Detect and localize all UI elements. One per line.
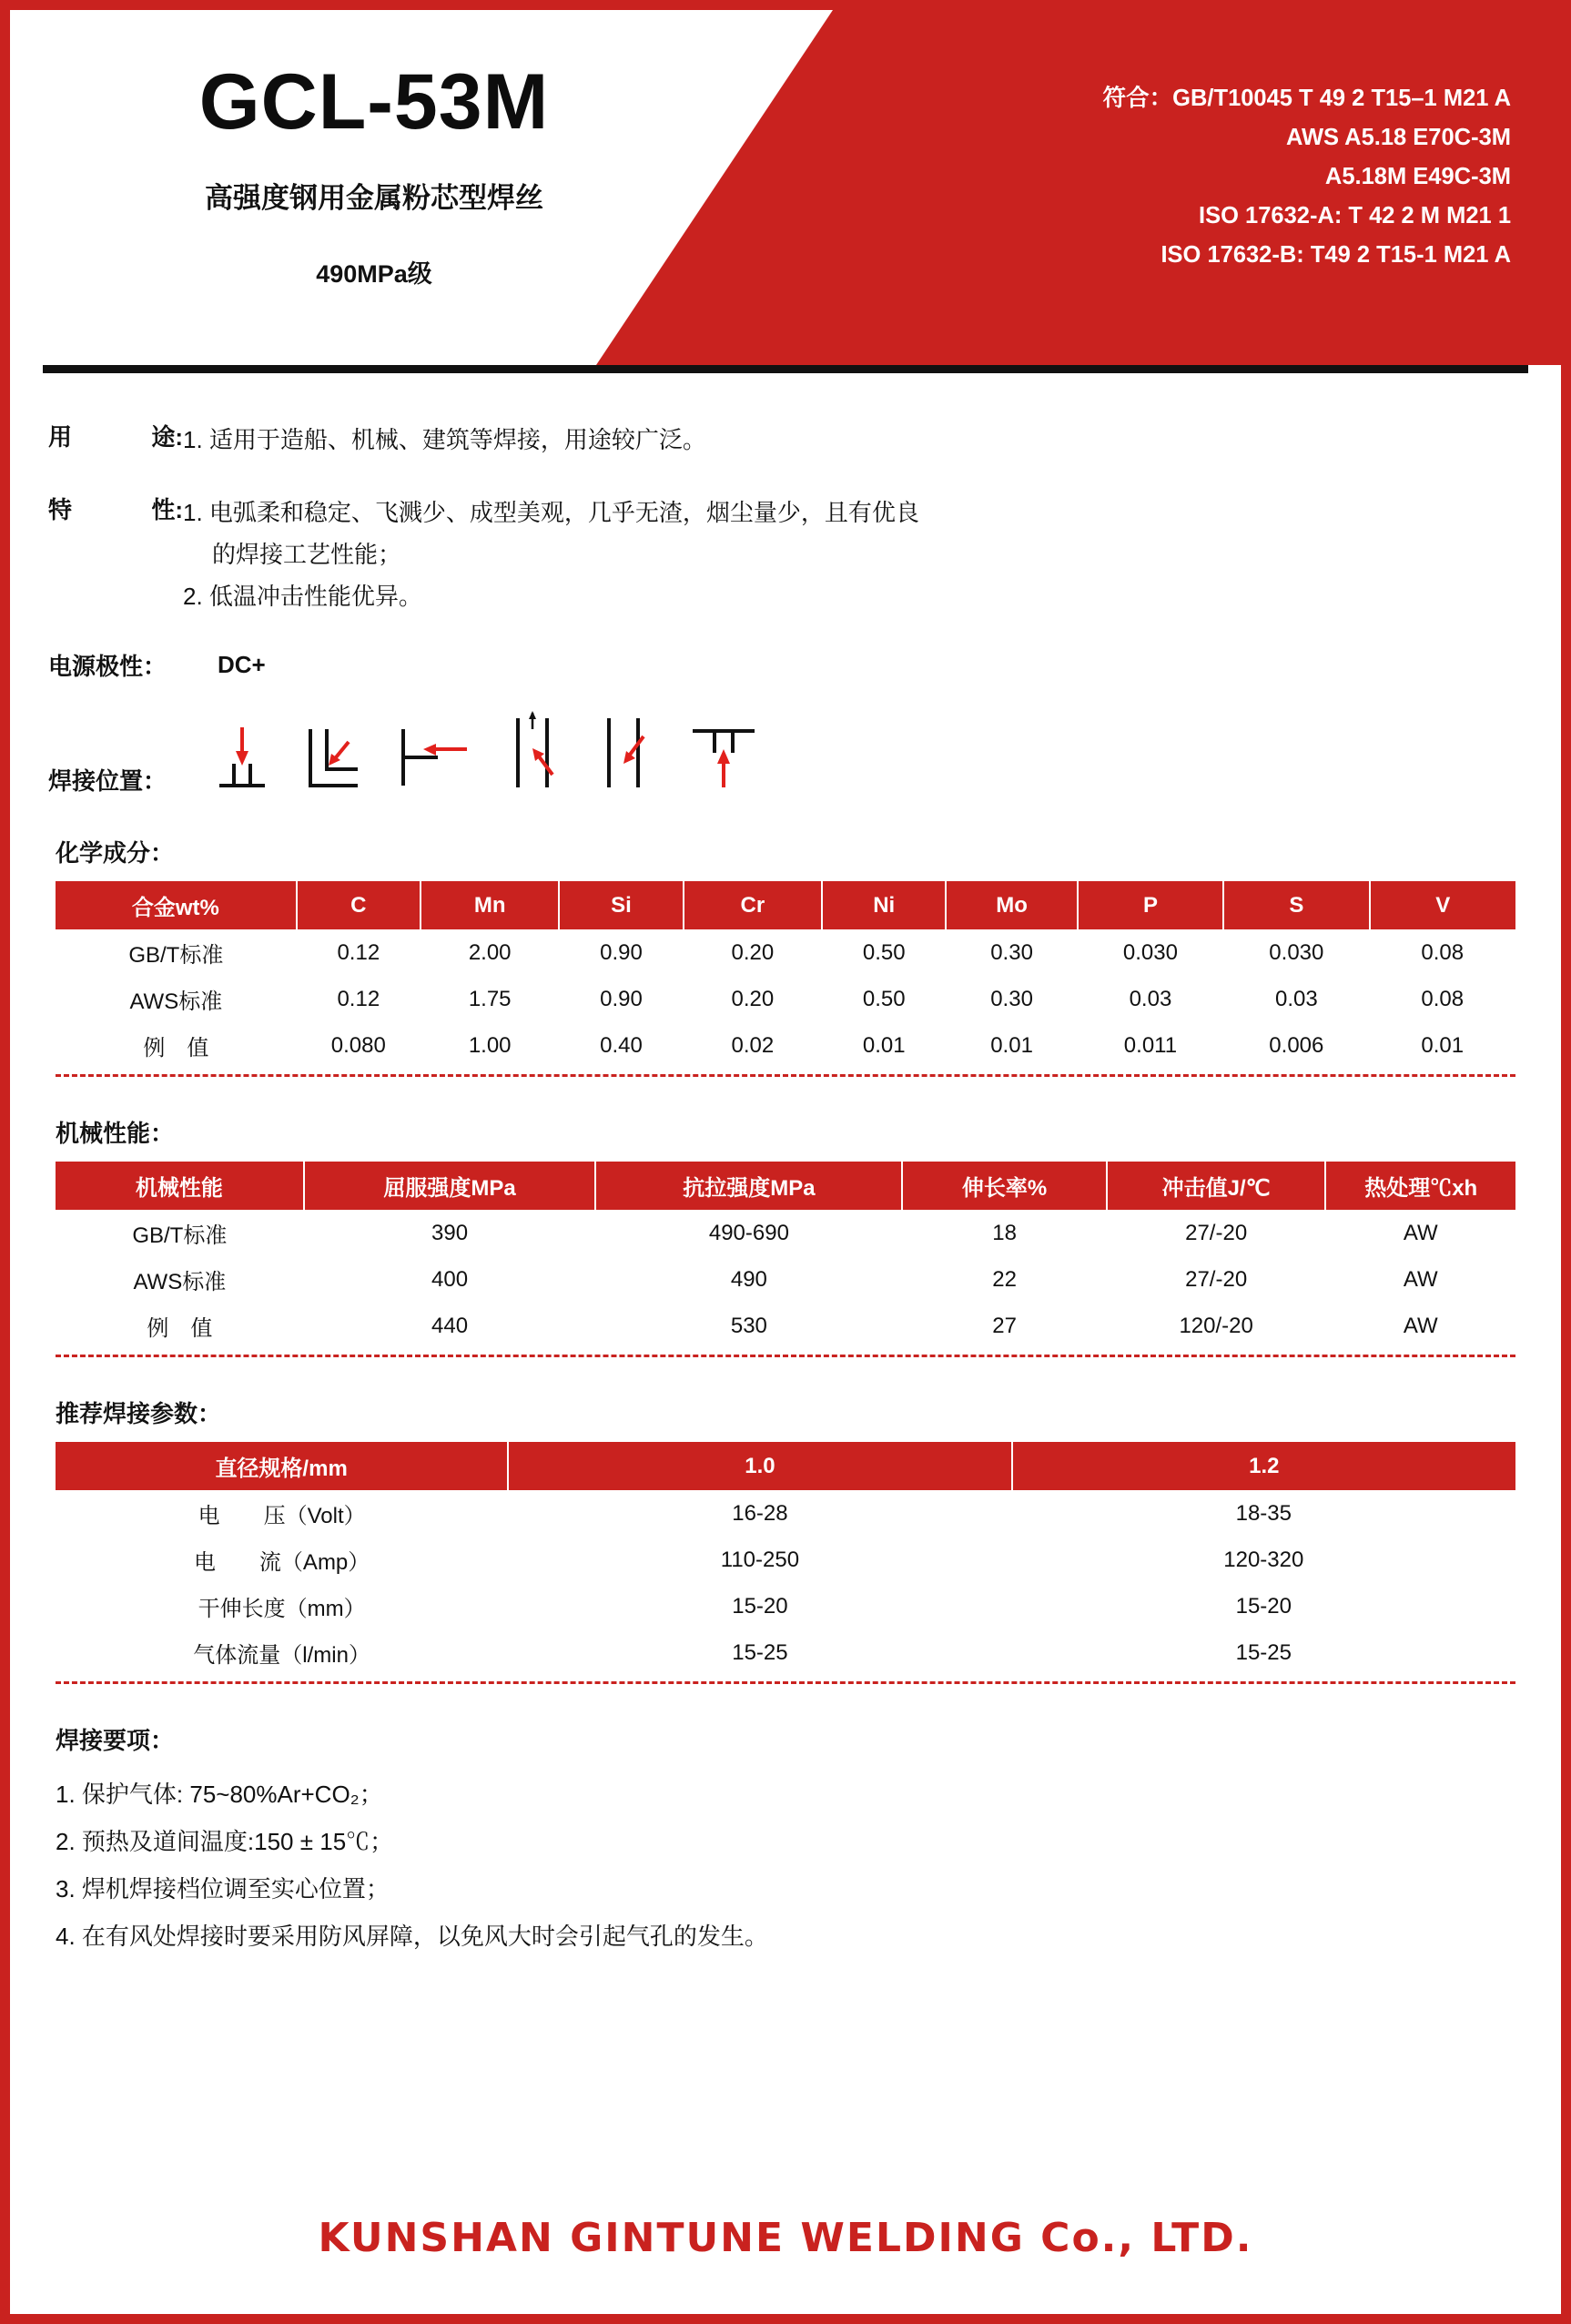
features-row: [48, 492, 1523, 617]
table-row: [56, 976, 1515, 1022]
mechanical-r1-c0: AWS标准: [133, 1270, 227, 1294]
parameters-header-row: [56, 1442, 1515, 1490]
parameters-header-2: 1.2: [1012, 1442, 1515, 1490]
mechanical-table-divider: [56, 1355, 1515, 1357]
horizontal-position-icon: [396, 722, 474, 793]
mechanical-header-5: 热处理℃xh: [1325, 1162, 1515, 1210]
chemical-header-2: Mn: [421, 881, 559, 929]
chemical-r1-c2: 1.75: [468, 986, 512, 1011]
note-item-2: 2. 预热及道间温度:150 ± 15℃；: [56, 1828, 394, 1855]
chemical-r2-c1: 0.080: [330, 1032, 386, 1058]
parameters-header-1: 1.0: [508, 1442, 1011, 1490]
chemical-r2-c8: 0.006: [1269, 1032, 1324, 1058]
notes-list: [56, 1771, 1523, 1960]
overhead-position-icon: [687, 720, 760, 793]
mechanical-r2-c0: 例 值: [147, 1316, 213, 1341]
notes-title: 焊接要项：: [56, 1727, 175, 1754]
chemical-title: 化学成分：: [56, 839, 175, 867]
vertical-down-icon: [596, 709, 656, 793]
chemical-r2-c2: 1.00: [468, 1032, 512, 1058]
parameters-r2-c1: 15-20: [732, 1593, 788, 1619]
parameters-r2-c2: 15-20: [1235, 1593, 1292, 1619]
chemical-r0-c1: 0.12: [337, 939, 380, 965]
chemical-header-5: Ni: [822, 881, 946, 929]
chemical-r1-c8: 0.03: [1274, 986, 1318, 1011]
parameters-header-0: 直径规格/mm: [56, 1442, 508, 1490]
standards-line-3: A5.18M E49C-3M: [1324, 164, 1511, 189]
mechanical-r1-c1: 400: [431, 1266, 469, 1292]
parameters-r0-c1: 16-28: [732, 1500, 788, 1526]
table-row: [56, 1210, 1515, 1256]
parameters-r3-c0: 气体流量（l/min）: [193, 1643, 370, 1668]
table-row: [56, 929, 1515, 976]
chemical-r2-c9: 0.01: [1421, 1032, 1465, 1058]
parameters-r0-c0: 电 压（Volt）: [198, 1504, 366, 1528]
uses-row: [48, 419, 1523, 461]
table-row: [56, 1022, 1515, 1069]
chemical-r1-c4: 0.20: [731, 986, 775, 1011]
welding-position-row: [48, 709, 1523, 797]
mechanical-r0-c1: 390: [431, 1220, 469, 1245]
note-item-4: 4. 在有风处焊接时要采用防风屏障，以免风大时会引起气孔的发生。: [56, 1923, 768, 1950]
mechanical-r0-c2: 490-690: [708, 1220, 789, 1245]
chemical-r1-c3: 0.90: [600, 986, 643, 1011]
parameters-r3-c2: 15-25: [1235, 1639, 1292, 1665]
chemical-r0-c3: 0.90: [600, 939, 643, 965]
mechanical-header-4: 冲击值J/℃: [1107, 1162, 1326, 1210]
features-item-2: 2. 低温冲击性能优异。: [183, 583, 422, 610]
standards-value-1: GB/T10045 T 49 2 T15–1 M21 A: [1172, 86, 1511, 111]
chemical-header-9: V: [1370, 881, 1515, 929]
chemical-r0-c9: 0.08: [1421, 939, 1465, 965]
features-item-1: 1. 电弧柔和稳定、飞溅少、成型美观，几乎无渣，烟尘量少，且有优良: [183, 499, 919, 526]
mechanical-r1-c3: 22: [992, 1266, 1017, 1292]
mechanical-title: 机械性能：: [56, 1120, 175, 1147]
features-label-b: 性:: [151, 496, 183, 523]
standards-block: [1103, 79, 1511, 275]
chemical-r1-c1: 0.12: [337, 986, 380, 1011]
chemical-r0-c8: 0.030: [1269, 939, 1324, 965]
mechanical-r2-c5: AW: [1403, 1313, 1438, 1338]
chemical-r0-c5: 0.50: [862, 939, 906, 965]
mechanical-table: [56, 1162, 1515, 1349]
chemical-r0-c0: GB/T标准: [128, 943, 224, 968]
footer-company-name: KUNSHAN GINTUNE WELDING Co., LTD.: [318, 2215, 1253, 2261]
table-row: [56, 1256, 1515, 1303]
chemical-r2-c7: 0.011: [1123, 1032, 1178, 1058]
polarity-label: 电源极性：: [48, 653, 167, 680]
welding-position-icons: [183, 709, 760, 797]
note-item-1: 1. 保护气体: 75~80%Ar+CO₂；: [56, 1781, 383, 1808]
chemical-r0-c6: 0.30: [990, 939, 1033, 965]
chemical-r1-c0: AWS标准: [129, 989, 223, 1014]
parameters-title: 推荐焊接参数：: [56, 1400, 222, 1427]
features-body: [183, 492, 1523, 617]
parameters-table-divider: [56, 1681, 1515, 1684]
mechanical-r1-c2: 490: [730, 1266, 767, 1292]
uses-label-b: 途:: [151, 423, 183, 451]
features-label-a: 特: [48, 496, 73, 523]
mechanical-r1-c4: 27/-20: [1185, 1266, 1248, 1292]
mechanical-header-row: [56, 1162, 1515, 1210]
mechanical-header-2: 抗拉强度MPa: [595, 1162, 902, 1210]
mechanical-r1-c5: AW: [1403, 1266, 1438, 1292]
horizontal-fillet-icon: [301, 722, 365, 793]
parameters-r3-c1: 15-25: [732, 1639, 788, 1665]
page-header: [10, 10, 1561, 365]
mechanical-r0-c0: GB/T标准: [132, 1223, 228, 1248]
welding-position-label: 焊接位置：: [48, 767, 167, 795]
mechanical-r0-c3: 18: [992, 1220, 1017, 1245]
standards-label: 符合：: [1102, 86, 1173, 111]
standards-line-5: ISO 17632-B: T49 2 T15-1 M21 A: [1161, 242, 1511, 268]
chemical-header-4: Cr: [684, 881, 822, 929]
vertical-up-icon: [505, 709, 565, 793]
chemical-header-1: C: [297, 881, 421, 929]
parameters-r1-c2: 120-320: [1223, 1547, 1304, 1572]
chemical-r2-c5: 0.01: [862, 1032, 906, 1058]
table-row: [56, 1629, 1515, 1676]
uses-body: [183, 419, 1523, 461]
chemical-header-row: [56, 881, 1515, 929]
parameters-table: [56, 1442, 1515, 1676]
chemical-r1-c6: 0.30: [990, 986, 1033, 1011]
mechanical-header-0: 机械性能: [56, 1162, 304, 1210]
product-grade: 490MPa级: [316, 260, 432, 288]
features-label: [48, 492, 183, 617]
chemical-r2-c3: 0.40: [600, 1032, 643, 1058]
standards-line-1: [1103, 79, 1511, 118]
chemical-table: [56, 881, 1515, 1069]
product-title: GCL-53M: [198, 58, 550, 146]
table-row: [56, 1537, 1515, 1583]
chemical-header-3: Si: [559, 881, 683, 929]
chemical-r2-c6: 0.01: [990, 1032, 1033, 1058]
mechanical-r2-c2: 530: [730, 1313, 767, 1338]
product-subtitle: 高强度钢用金属粉芯型焊丝: [205, 182, 543, 214]
chemical-header-0: 合金wt%: [56, 881, 297, 929]
mechanical-r2-c1: 440: [431, 1313, 469, 1338]
features-item-1-cont: 的焊接工艺性能；: [212, 541, 402, 568]
standards-line-4: ISO 17632-A: T 42 2 M M21 1: [1199, 203, 1511, 228]
chemical-table-divider: [56, 1074, 1515, 1077]
chemical-r2-c4: 0.02: [731, 1032, 775, 1058]
chemical-r1-c7: 0.03: [1129, 986, 1172, 1011]
header-brand-block: [10, 10, 738, 365]
mechanical-header-1: 屈服强度MPa: [304, 1162, 596, 1210]
parameters-r1-c1: 110-250: [720, 1547, 800, 1572]
parameters-r1-c0: 电 流（Amp）: [193, 1550, 370, 1575]
header-divider: [43, 365, 1528, 373]
standards-line-2: AWS A5.18 E70C-3M: [1285, 125, 1511, 150]
chemical-header-7: P: [1078, 881, 1223, 929]
chemical-header-6: Mo: [946, 881, 1077, 929]
chemical-r0-c7: 0.030: [1122, 939, 1178, 965]
uses-label-a: 用: [48, 423, 73, 451]
chemical-r1-c5: 0.50: [862, 986, 906, 1011]
table-row: [56, 1303, 1515, 1349]
chemical-r1-c9: 0.08: [1421, 986, 1465, 1011]
mechanical-r0-c5: AW: [1403, 1220, 1438, 1245]
mechanical-r2-c3: 27: [992, 1313, 1017, 1338]
flat-position-icon: [214, 722, 270, 793]
note-item-3: 3. 焊机焊接档位调至实心位置；: [56, 1875, 390, 1903]
parameters-r2-c0: 干伸长度（mm）: [198, 1597, 366, 1621]
mechanical-header-3: 伸长率%: [902, 1162, 1107, 1210]
uses-label: [48, 419, 183, 461]
chemical-header-8: S: [1223, 881, 1369, 929]
uses-item-1: 1. 适用于造船、机械、建筑等焊接，用途较广泛。: [183, 426, 706, 453]
polarity-row: [48, 648, 1523, 682]
table-row: [56, 1583, 1515, 1629]
mechanical-r0-c4: 27/-20: [1185, 1220, 1248, 1245]
polarity-value: DC+: [218, 651, 266, 678]
chemical-r0-c2: 2.00: [468, 939, 512, 965]
chemical-r0-c4: 0.20: [731, 939, 775, 965]
mechanical-r2-c4: 120/-20: [1179, 1313, 1253, 1338]
parameters-r0-c2: 18-35: [1235, 1500, 1292, 1526]
chemical-r2-c0: 例 值: [143, 1036, 209, 1061]
table-row: [56, 1490, 1515, 1537]
